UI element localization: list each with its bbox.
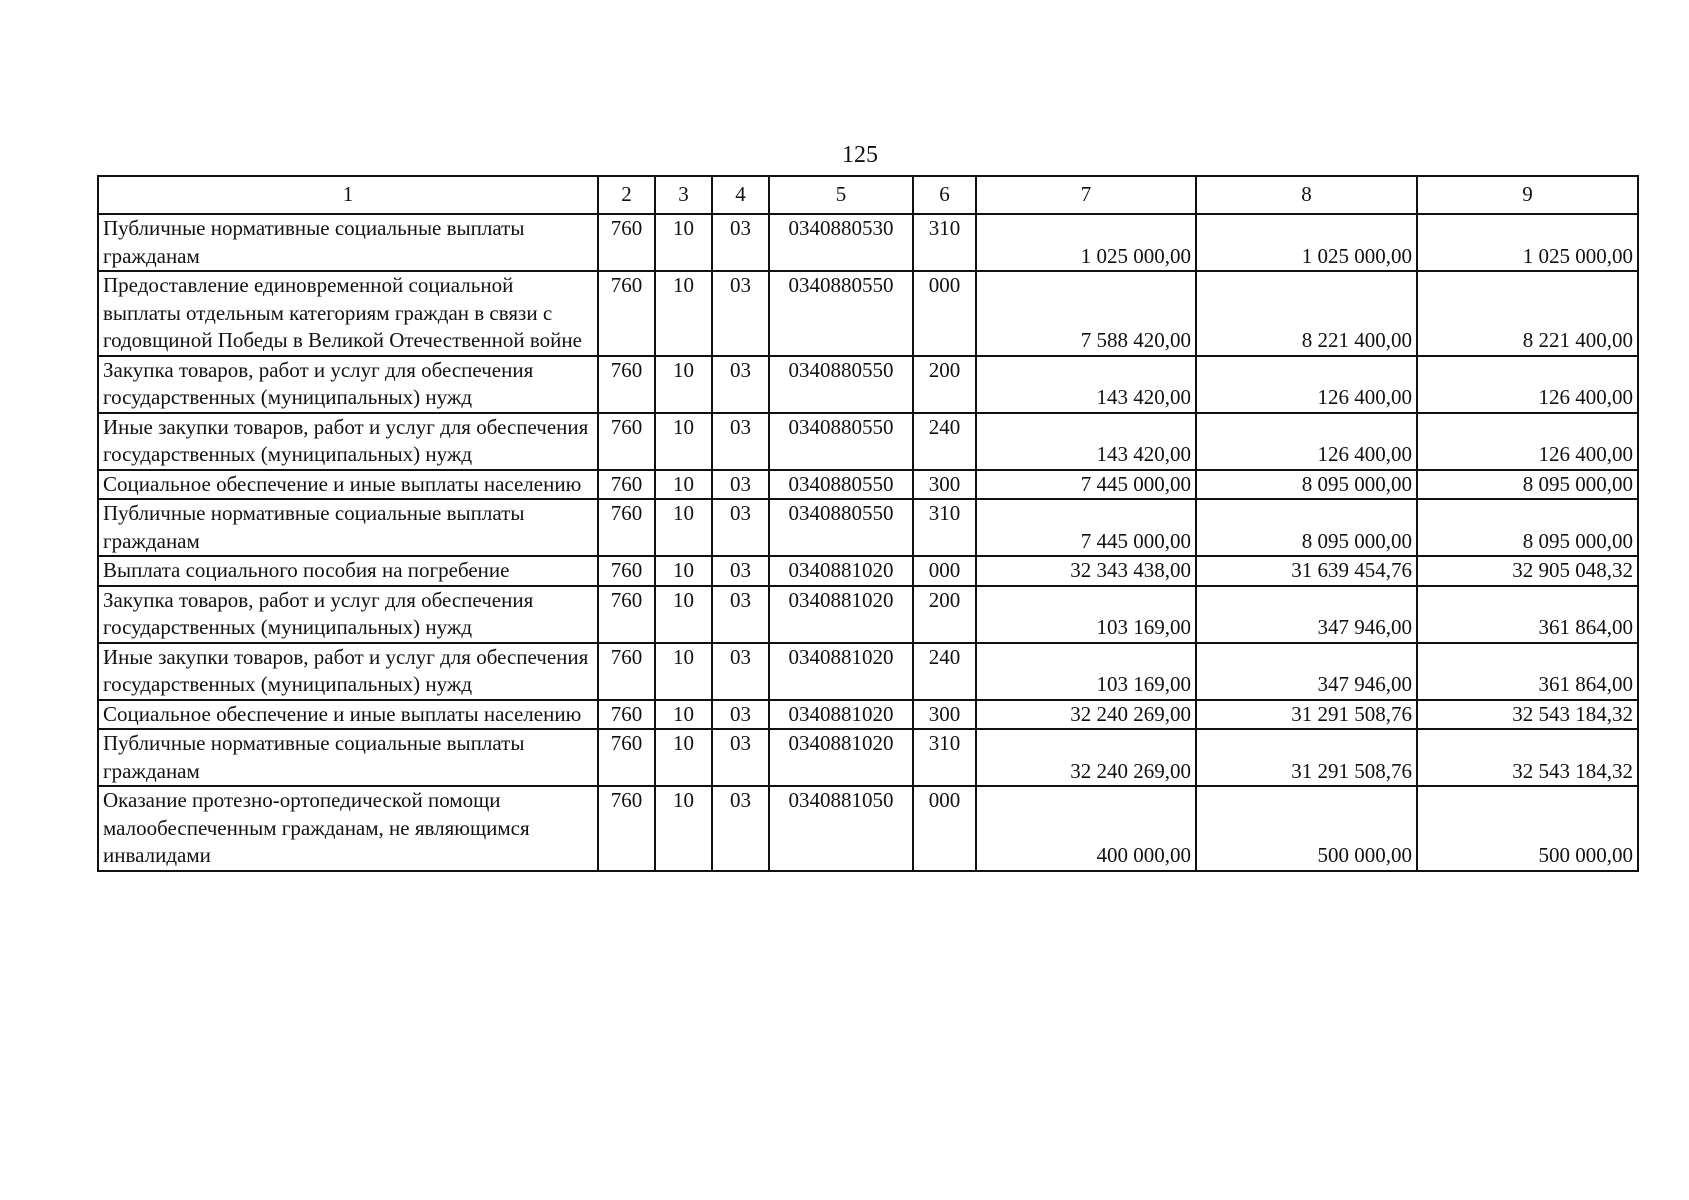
row-description: Публичные нормативные социальные выплаты гражданам [98,499,598,556]
amount-cell: 32 240 269,00 [976,700,1196,730]
code-cell: 0340881020 [769,700,913,730]
code-cell: 0340880550 [769,499,913,556]
table-row [98,556,1638,586]
column-header: 4 [712,176,769,214]
row-description: Социальное обеспечение и иные выплаты населению [98,470,598,500]
budget-table [97,175,1639,872]
column-header: 3 [655,176,712,214]
code-cell: 0340881020 [769,556,913,586]
row-description: Закупка товаров, работ и услуг для обеспечения государственных (муниципальных) нужд [98,586,598,643]
code-cell: 0340881020 [769,729,913,786]
code-cell: 760 [598,413,655,470]
code-cell: 10 [655,786,712,871]
code-cell: 760 [598,586,655,643]
code-cell: 0340881020 [769,586,913,643]
code-cell: 03 [712,413,769,470]
table-row [98,586,1638,643]
code-cell: 10 [655,499,712,556]
table-row [98,643,1638,700]
code-cell: 03 [712,729,769,786]
amount-cell: 126 400,00 [1417,356,1638,413]
column-header: 1 [98,176,598,214]
row-description: Закупка товаров, работ и услуг для обеспечения государственных (муниципальных) нужд [98,356,598,413]
row-description: Публичные нормативные социальные выплаты гражданам [98,214,598,271]
code-cell: 03 [712,214,769,271]
amount-cell: 8 095 000,00 [1196,499,1417,556]
row-description: Публичные нормативные социальные выплаты гражданам [98,729,598,786]
code-cell: 760 [598,643,655,700]
code-cell: 10 [655,356,712,413]
amount-cell: 32 343 438,00 [976,556,1196,586]
table-row [98,214,1638,271]
column-header: 9 [1417,176,1638,214]
amount-cell: 500 000,00 [1196,786,1417,871]
code-cell: 000 [913,271,976,356]
column-header: 7 [976,176,1196,214]
amount-cell: 126 400,00 [1196,413,1417,470]
code-cell: 000 [913,786,976,871]
amount-cell: 7 588 420,00 [976,271,1196,356]
table-row [98,271,1638,356]
amount-cell: 8 095 000,00 [1196,470,1417,500]
code-cell: 0340880550 [769,413,913,470]
code-cell: 200 [913,586,976,643]
code-cell: 10 [655,586,712,643]
table-row [98,356,1638,413]
code-cell: 310 [913,214,976,271]
amount-cell: 103 169,00 [976,586,1196,643]
amount-cell: 32 905 048,32 [1417,556,1638,586]
code-cell: 03 [712,556,769,586]
column-header: 6 [913,176,976,214]
amount-cell: 8 095 000,00 [1417,499,1638,556]
code-cell: 03 [712,499,769,556]
amount-cell: 361 864,00 [1417,586,1638,643]
code-cell: 0340880550 [769,470,913,500]
code-cell: 03 [712,271,769,356]
code-cell: 300 [913,700,976,730]
code-cell: 240 [913,413,976,470]
code-cell: 310 [913,729,976,786]
table-row [98,786,1638,871]
amount-cell: 1 025 000,00 [1196,214,1417,271]
row-description: Иные закупки товаров, работ и услуг для обеспечения государственных (муниципальных) нужд [98,413,598,470]
amount-cell: 7 445 000,00 [976,470,1196,500]
code-cell: 760 [598,786,655,871]
code-cell: 760 [598,700,655,730]
code-cell: 0340880550 [769,271,913,356]
code-cell: 240 [913,643,976,700]
code-cell: 760 [598,356,655,413]
page-number: 125 [842,142,878,168]
amount-cell: 361 864,00 [1417,643,1638,700]
table-row [98,413,1638,470]
code-cell: 0340880530 [769,214,913,271]
code-cell: 200 [913,356,976,413]
code-cell: 0340881050 [769,786,913,871]
code-cell: 10 [655,413,712,470]
row-description: Оказание протезно-ортопедической помощи малообеспеченным гражданам, не являющимся инвалидами [98,786,598,871]
code-cell: 760 [598,499,655,556]
amount-cell: 1 025 000,00 [976,214,1196,271]
code-cell: 03 [712,356,769,413]
code-cell: 760 [598,556,655,586]
code-cell: 0340881020 [769,643,913,700]
code-cell: 760 [598,470,655,500]
amount-cell: 8 221 400,00 [1417,271,1638,356]
row-description: Социальное обеспечение и иные выплаты населению [98,700,598,730]
row-description: Предоставление единовременной социальной выплаты отдельным категориям граждан в связи с годовщиной Победы в Великой Отечественной войне [98,271,598,356]
amount-cell: 400 000,00 [976,786,1196,871]
row-description: Выплата социального пособия на погребение [98,556,598,586]
amount-cell: 8 221 400,00 [1196,271,1417,356]
table-row [98,470,1638,500]
amount-cell: 103 169,00 [976,643,1196,700]
column-header: 8 [1196,176,1417,214]
code-cell: 03 [712,786,769,871]
amount-cell: 500 000,00 [1417,786,1638,871]
code-cell: 10 [655,700,712,730]
code-cell: 03 [712,700,769,730]
code-cell: 03 [712,643,769,700]
column-header: 5 [769,176,913,214]
code-cell: 10 [655,556,712,586]
amount-cell: 347 946,00 [1196,643,1417,700]
amount-cell: 31 639 454,76 [1196,556,1417,586]
code-cell: 760 [598,214,655,271]
amount-cell: 32 543 184,32 [1417,729,1638,786]
code-cell: 0340880550 [769,356,913,413]
code-cell: 310 [913,499,976,556]
code-cell: 03 [712,586,769,643]
code-cell: 10 [655,643,712,700]
amount-cell: 347 946,00 [1196,586,1417,643]
amount-cell: 126 400,00 [1196,356,1417,413]
amount-cell: 7 445 000,00 [976,499,1196,556]
code-cell: 300 [913,470,976,500]
code-cell: 10 [655,470,712,500]
amount-cell: 143 420,00 [976,356,1196,413]
amount-cell: 31 291 508,76 [1196,729,1417,786]
table-row [98,499,1638,556]
amount-cell: 143 420,00 [976,413,1196,470]
table-body [98,214,1638,871]
column-header: 2 [598,176,655,214]
code-cell: 10 [655,729,712,786]
code-cell: 10 [655,271,712,356]
code-cell: 000 [913,556,976,586]
code-cell: 760 [598,271,655,356]
amount-cell: 32 543 184,32 [1417,700,1638,730]
amount-cell: 126 400,00 [1417,413,1638,470]
code-cell: 10 [655,214,712,271]
amount-cell: 31 291 508,76 [1196,700,1417,730]
code-cell: 760 [598,729,655,786]
amount-cell: 1 025 000,00 [1417,214,1638,271]
code-cell: 03 [712,470,769,500]
row-description: Иные закупки товаров, работ и услуг для обеспечения государственных (муниципальных) нужд [98,643,598,700]
amount-cell: 8 095 000,00 [1417,470,1638,500]
table-row [98,729,1638,786]
header-row [98,176,1638,214]
table-row [98,700,1638,730]
amount-cell: 32 240 269,00 [976,729,1196,786]
